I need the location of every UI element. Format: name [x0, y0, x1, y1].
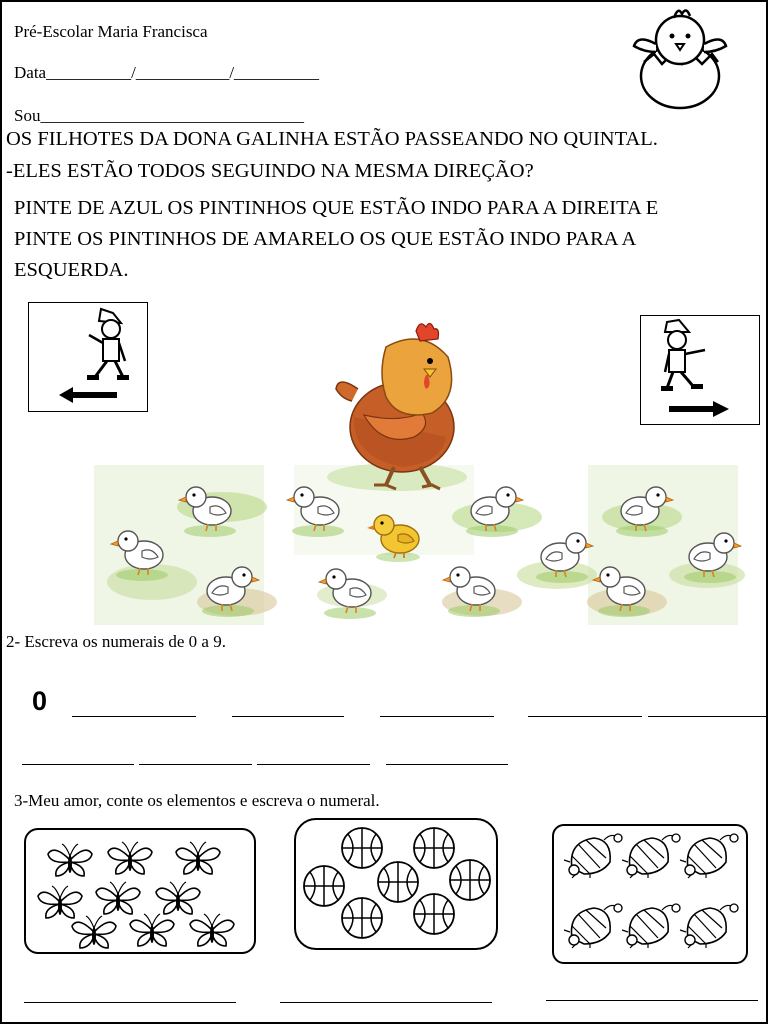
count-answer-line[interactable]	[24, 1002, 236, 1003]
hen-icon	[336, 323, 454, 489]
count-box-ladybugs	[552, 824, 748, 964]
question-2-title: 2- Escreva os numerais de 0 a 9.	[6, 632, 226, 651]
count-box-basketballs	[294, 818, 498, 950]
intro-line-2: -ELES ESTÃO TODOS SEGUINDO NA MESMA DIREÇÃO?	[6, 160, 534, 182]
answer-line[interactable]	[386, 764, 508, 765]
chick-in-egg-icon	[630, 4, 730, 110]
count-answer-line[interactable]	[546, 1000, 758, 1001]
ladybug-icon	[554, 826, 746, 962]
answer-line[interactable]	[257, 764, 370, 765]
answer-line[interactable]	[648, 716, 768, 717]
answer-line[interactable]	[22, 764, 134, 765]
instruction-line-3: ESQUERDA.	[14, 259, 129, 281]
instruction-line-1: PINTE DE AZUL OS PINTINHOS QUE ESTÃO INDO PARA A DIREITA E	[14, 197, 659, 219]
instruction-line-2: PINTE OS PINTINHOS DE AMARELO OS QUE ESTÃO INDO PARA A	[14, 228, 637, 250]
count-box-butterflies	[24, 828, 256, 954]
school-name: Pré-Escolar Maria Francisca	[14, 22, 208, 41]
hen-and-chicks-illustration	[2, 317, 768, 632]
question-3-title: 3-Meu amor, conte os elementos e escreva o numeral.	[14, 791, 380, 810]
numeral-zero: 0	[32, 686, 48, 716]
date-field[interactable]: Data__________/___________/__________	[14, 63, 320, 82]
answer-line[interactable]	[72, 716, 196, 717]
butterfly-icon	[26, 830, 254, 952]
name-field[interactable]: Sou_______________________________	[14, 106, 304, 125]
answer-line[interactable]	[139, 764, 252, 765]
answer-line[interactable]	[380, 716, 494, 717]
basketball-icon	[296, 820, 496, 948]
answer-line[interactable]	[528, 716, 642, 717]
answer-line[interactable]	[232, 716, 344, 717]
count-answer-line[interactable]	[280, 1002, 492, 1003]
intro-line-1: OS FILHOTES DA DONA GALINHA ESTÃO PASSEANDO NO QUINTAL.	[6, 128, 658, 150]
